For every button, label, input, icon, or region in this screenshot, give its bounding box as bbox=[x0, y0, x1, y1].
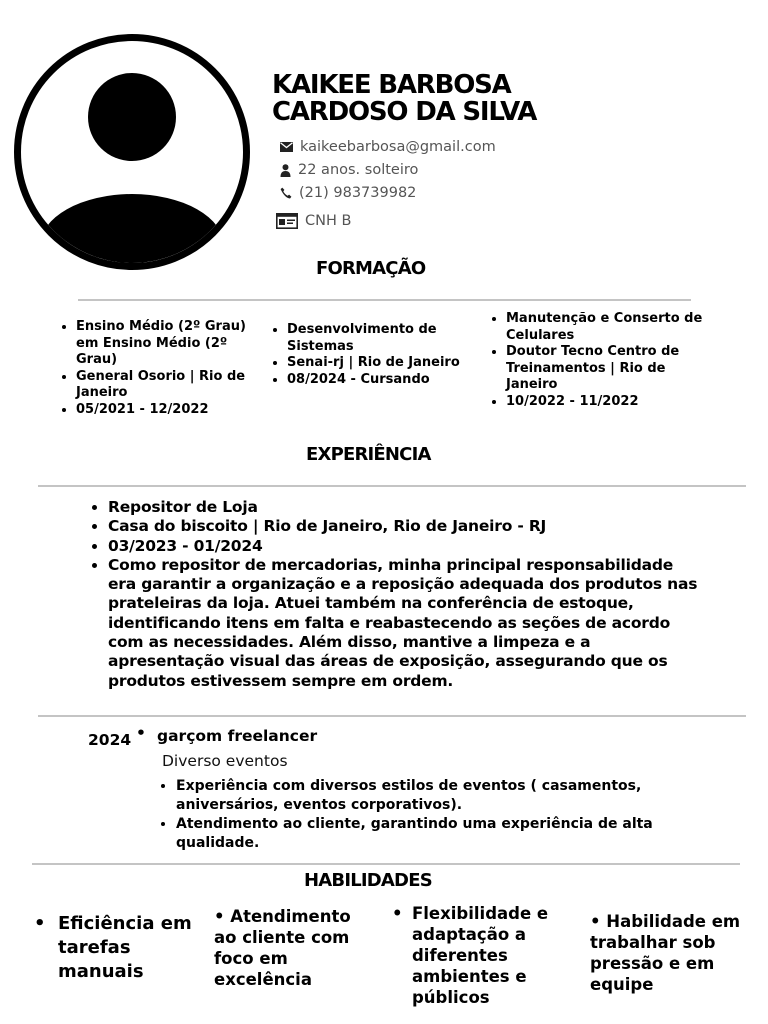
job2-place: Diverso eventos bbox=[162, 752, 288, 770]
formacao-column-3 bbox=[490, 311, 708, 410]
id-card-icon bbox=[276, 213, 298, 229]
age-status-text: 22 anos. solteiro bbox=[298, 162, 419, 178]
job1-company: • Casa do biscoito | Rio de Janeiro, Rio de Janeiro - RJ bbox=[108, 517, 706, 536]
job2-year: 2024 bbox=[88, 731, 132, 749]
job1-role: • Repositor de Loja bbox=[108, 498, 706, 517]
skill-1 bbox=[34, 912, 199, 984]
skill-3-text: Flexibilidade e adaptação a diferentes ambientes e públicos bbox=[412, 904, 549, 1007]
skill-1-bullet: • bbox=[34, 913, 46, 934]
skill-4 bbox=[590, 911, 762, 995]
job1-description: • Como repositor de mercadorias, minha principal responsabilidade era garantir a organização e a reposição adequada dos produtos nas prateleiras da loja. Atuei também na conferência de estoque, identificando itens em falta e reabastecendo as seções de acordo com as necessidades. Além disso, mantive a limpeza e a apresentação visual das áreas de exposição, assegurando que os produtos estivessem sempre em ordem. bbox=[108, 556, 706, 691]
job-divider bbox=[38, 715, 746, 717]
formacao-3-course: • Manutenção e Conserto de Celulares bbox=[506, 311, 708, 344]
job2-role: garçom freelancer bbox=[157, 727, 318, 745]
formacao-column-1 bbox=[60, 319, 256, 418]
formacao-2-course: • Desenvolvimento de Sistemas bbox=[287, 322, 479, 355]
habilidades-title: HABILIDADES bbox=[304, 870, 432, 891]
skill-2-bullet: • bbox=[214, 907, 231, 926]
job1-period: • 03/2023 - 01/2024 bbox=[108, 537, 706, 556]
formacao-3-period: • 10/2022 - 11/2022 bbox=[506, 394, 708, 411]
license-text: CNH B bbox=[305, 213, 352, 229]
mail-icon bbox=[280, 142, 293, 152]
skill-2-text: Atendimento ao cliente com foco em excelência bbox=[214, 907, 351, 989]
formacao-1-institution: • General Osorio | Rio de Janeiro bbox=[76, 369, 256, 402]
contact-license bbox=[276, 213, 351, 229]
email-text: kaikeebarbosa@gmail.com bbox=[300, 139, 496, 155]
person-icon bbox=[280, 164, 291, 177]
name-line-2: CARDOSO DA SILVA bbox=[272, 97, 537, 127]
skill-4-text: Habilidade em trabalhar sob pressão e em equipe bbox=[590, 912, 741, 994]
experiencia-divider bbox=[38, 485, 746, 487]
profile-avatar bbox=[14, 34, 250, 270]
skill-3 bbox=[392, 903, 572, 1008]
job2-item-1: • Experiência com diversos estilos de eventos ( casamentos, aniversários, eventos corporativos). bbox=[176, 777, 720, 815]
contact-age-status bbox=[280, 162, 418, 178]
formacao-3-institution: • Doutor Tecno Centro de Treinamentos | Rio de Janeiro bbox=[506, 344, 708, 394]
formacao-1-course: • Ensino Médio (2º Grau) em Ensino Médio (2º Grau) bbox=[76, 319, 256, 369]
skill-4-bullet: • bbox=[590, 912, 607, 931]
phone-icon bbox=[280, 187, 292, 199]
contact-phone bbox=[280, 185, 416, 201]
phone-text: (21) 983739982 bbox=[299, 185, 417, 201]
job-repositor bbox=[86, 498, 706, 691]
name-line-1: KAIKEE BARBOSA bbox=[272, 70, 511, 100]
skill-3-bullet: • bbox=[392, 904, 403, 923]
job2-details bbox=[160, 777, 720, 853]
formacao-2-period: • 08/2024 - Cursando bbox=[287, 372, 479, 389]
formacao-divider bbox=[78, 299, 691, 301]
candidate-name bbox=[272, 72, 536, 126]
person-silhouette-icon bbox=[21, 41, 243, 263]
habilidades-top-divider bbox=[32, 863, 740, 865]
formacao-1-period: • 05/2021 - 12/2022 bbox=[76, 402, 256, 419]
job2-item-2: • Atendimento ao cliente, garantindo uma experiência de alta qualidade. bbox=[176, 815, 720, 853]
skill-2 bbox=[214, 906, 374, 990]
contact-email bbox=[280, 139, 496, 155]
skill-1-text: Eficiência em tarefas manuais bbox=[58, 913, 192, 982]
formacao-title: FORMAÇÃO bbox=[316, 258, 426, 279]
experiencia-title: EXPERIÊNCIA bbox=[306, 444, 431, 465]
job2-bullet: • bbox=[136, 724, 146, 742]
formacao-2-institution: • Senai-rj | Rio de Janeiro bbox=[287, 355, 479, 372]
formacao-column-2 bbox=[271, 322, 479, 388]
